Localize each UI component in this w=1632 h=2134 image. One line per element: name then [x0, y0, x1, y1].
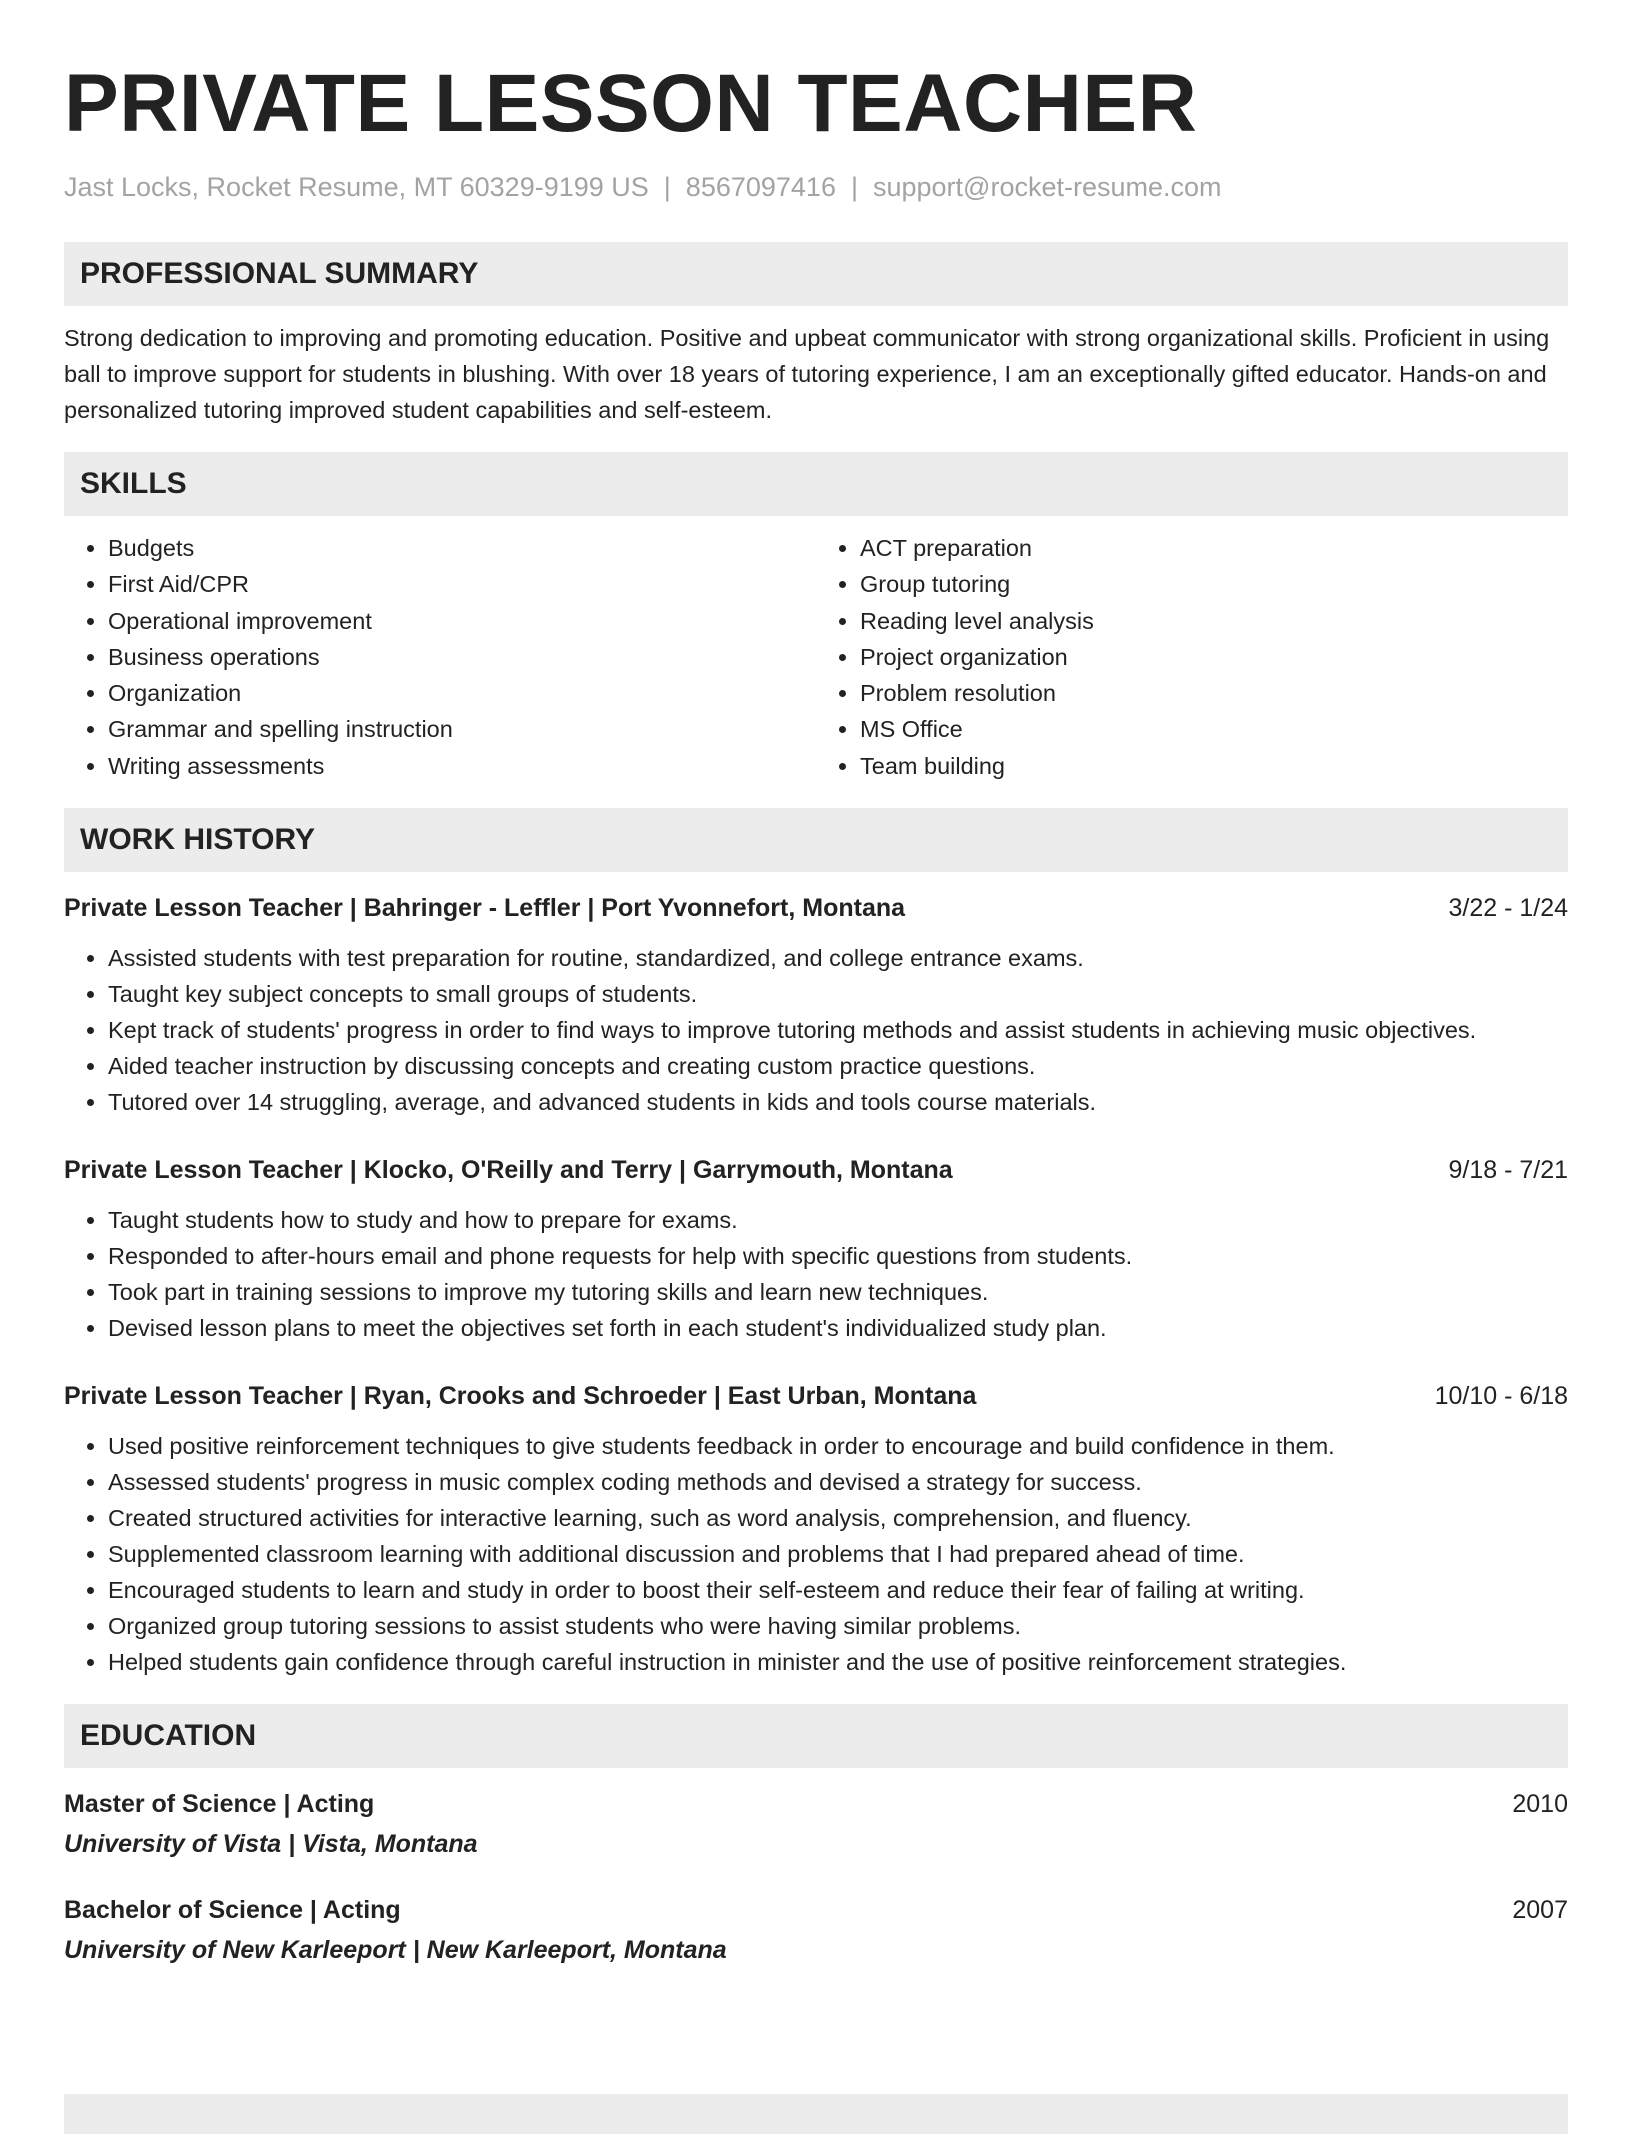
job-bullet: • Devised lesson plans to meet the objectives set forth in each student's individualized study plan.	[108, 1310, 1568, 1346]
job-bullets	[64, 1202, 1568, 1346]
contact-address: Jast Locks, Rocket Resume, MT 60329-9199 US	[64, 172, 649, 202]
skill-item: • Group tutoring	[860, 566, 1568, 602]
skill-item: • Organization	[108, 675, 816, 711]
job-bullet: • Taught key subject concepts to small groups of students.	[108, 976, 1568, 1012]
job-title: Private Lesson Teacher | Klocko, O'Reilly and Terry | Garrymouth, Montana	[64, 1156, 953, 1185]
job-bullet: • Encouraged students to learn and study in order to boost their self-esteem and reduce their fear of failing at writing.	[108, 1572, 1568, 1608]
job-bullet: • Helped students gain confidence through careful instruction in minister and the use of positive reinforcement strategies.	[108, 1644, 1568, 1680]
job-bullet: • Taught students how to study and how to prepare for exams.	[108, 1202, 1568, 1238]
job-bullet: • Created structured activities for interactive learning, such as word analysis, comprehension, and fluency.	[108, 1500, 1568, 1536]
resume-name: PRIVATE LESSON TEACHER	[64, 58, 1198, 149]
section-heading-work-history: WORK HISTORY	[64, 808, 1568, 872]
next-section-heading-bar	[64, 2094, 1568, 2134]
education-year: 2010	[1512, 1790, 1568, 1819]
education-degree: Master of Science | Acting	[64, 1790, 375, 1819]
skill-item: • MS Office	[860, 711, 1568, 747]
job-bullet: • Responded to after-hours email and phone requests for help with specific questions from students.	[108, 1238, 1568, 1274]
job-dates: 3/22 - 1/24	[1448, 894, 1568, 923]
job-bullet: • Assessed students' progress in music complex coding methods and devised a strategy for success.	[108, 1464, 1568, 1500]
education-school: University of New Karleeport | New Karleeport, Montana	[64, 1936, 727, 1965]
education-degree: Bachelor of Science | Acting	[64, 1896, 401, 1925]
skill-item: • Operational improvement	[108, 603, 816, 639]
job-entry	[64, 1152, 1568, 1346]
contact-separator: |	[663, 172, 671, 202]
skill-item: • Writing assessments	[108, 748, 816, 784]
education-entry	[64, 1892, 1568, 1968]
education-header	[64, 1892, 1568, 1928]
job-entry	[64, 1378, 1568, 1680]
education-school: University of Vista | Vista, Montana	[64, 1830, 478, 1859]
skill-item: • Reading level analysis	[860, 603, 1568, 639]
job-bullet: • Aided teacher instruction by discussing concepts and creating custom practice questions.	[108, 1048, 1568, 1084]
job-bullet: • Took part in training sessions to improve my tutoring skills and learn new techniques.	[108, 1274, 1568, 1310]
contact-email: support@rocket-resume.com	[872, 172, 1222, 202]
job-entry	[64, 890, 1568, 1120]
section-heading-summary: PROFESSIONAL SUMMARY	[64, 242, 1568, 306]
skill-item: • ACT preparation	[860, 530, 1568, 566]
education-header	[64, 1786, 1568, 1822]
job-title: Private Lesson Teacher | Ryan, Crooks and Schroeder | East Urban, Montana	[64, 1382, 977, 1411]
skill-item: • First Aid/CPR	[108, 566, 816, 602]
skill-item: • Project organization	[860, 639, 1568, 675]
skills-column-right	[816, 530, 1568, 784]
section-heading-skills: SKILLS	[64, 452, 1568, 516]
education-year: 2007	[1512, 1896, 1568, 1925]
skill-item: • Team building	[860, 748, 1568, 784]
job-bullet: • Assisted students with test preparation for routine, standardized, and college entrance exams.	[108, 940, 1568, 976]
job-title: Private Lesson Teacher | Bahringer - Leffler | Port Yvonnefort, Montana	[64, 894, 906, 923]
skill-item: • Problem resolution	[860, 675, 1568, 711]
contact-phone: 8567097416	[685, 172, 836, 202]
contact-separator: |	[850, 172, 858, 202]
job-header	[64, 890, 1568, 926]
skill-item: • Grammar and spelling instruction	[108, 711, 816, 747]
job-header	[64, 1378, 1568, 1414]
job-bullet: • Organized group tutoring sessions to assist students who were having similar problems.	[108, 1608, 1568, 1644]
job-bullet: • Kept track of students' progress in order to find ways to improve tutoring methods and assist students in achieving music objectives.	[108, 1012, 1568, 1048]
job-bullets	[64, 1428, 1568, 1680]
job-header	[64, 1152, 1568, 1188]
job-dates: 9/18 - 7/21	[1448, 1156, 1568, 1185]
skill-item: • Budgets	[108, 530, 816, 566]
skill-item: • Business operations	[108, 639, 816, 675]
job-bullet: • Supplemented classroom learning with additional discussion and problems that I had prepared ahead of time.	[108, 1536, 1568, 1572]
summary-text: Strong dedication to improving and promoting education. Positive and upbeat communicator with strong organizational skills. Proficient in using ball to improve support for students in blushing. With over 18 years of tutoring experience, I am an exceptionally gifted educator. Hands-on and personalized tutoring improved student capabilities and self-esteem.	[64, 325, 1550, 423]
education-entry	[64, 1786, 1568, 1862]
job-bullet: • Tutored over 14 struggling, average, and advanced students in kids and tools course materials.	[108, 1084, 1568, 1120]
skills-column-left	[64, 530, 816, 784]
skills-list	[64, 530, 1568, 784]
contact-line	[64, 170, 1568, 204]
job-bullet: • Used positive reinforcement techniques to give students feedback in order to encourage and build confidence in them.	[108, 1428, 1568, 1464]
job-dates: 10/10 - 6/18	[1434, 1382, 1568, 1411]
job-bullets	[64, 940, 1568, 1120]
section-heading-education: EDUCATION	[64, 1704, 1568, 1768]
